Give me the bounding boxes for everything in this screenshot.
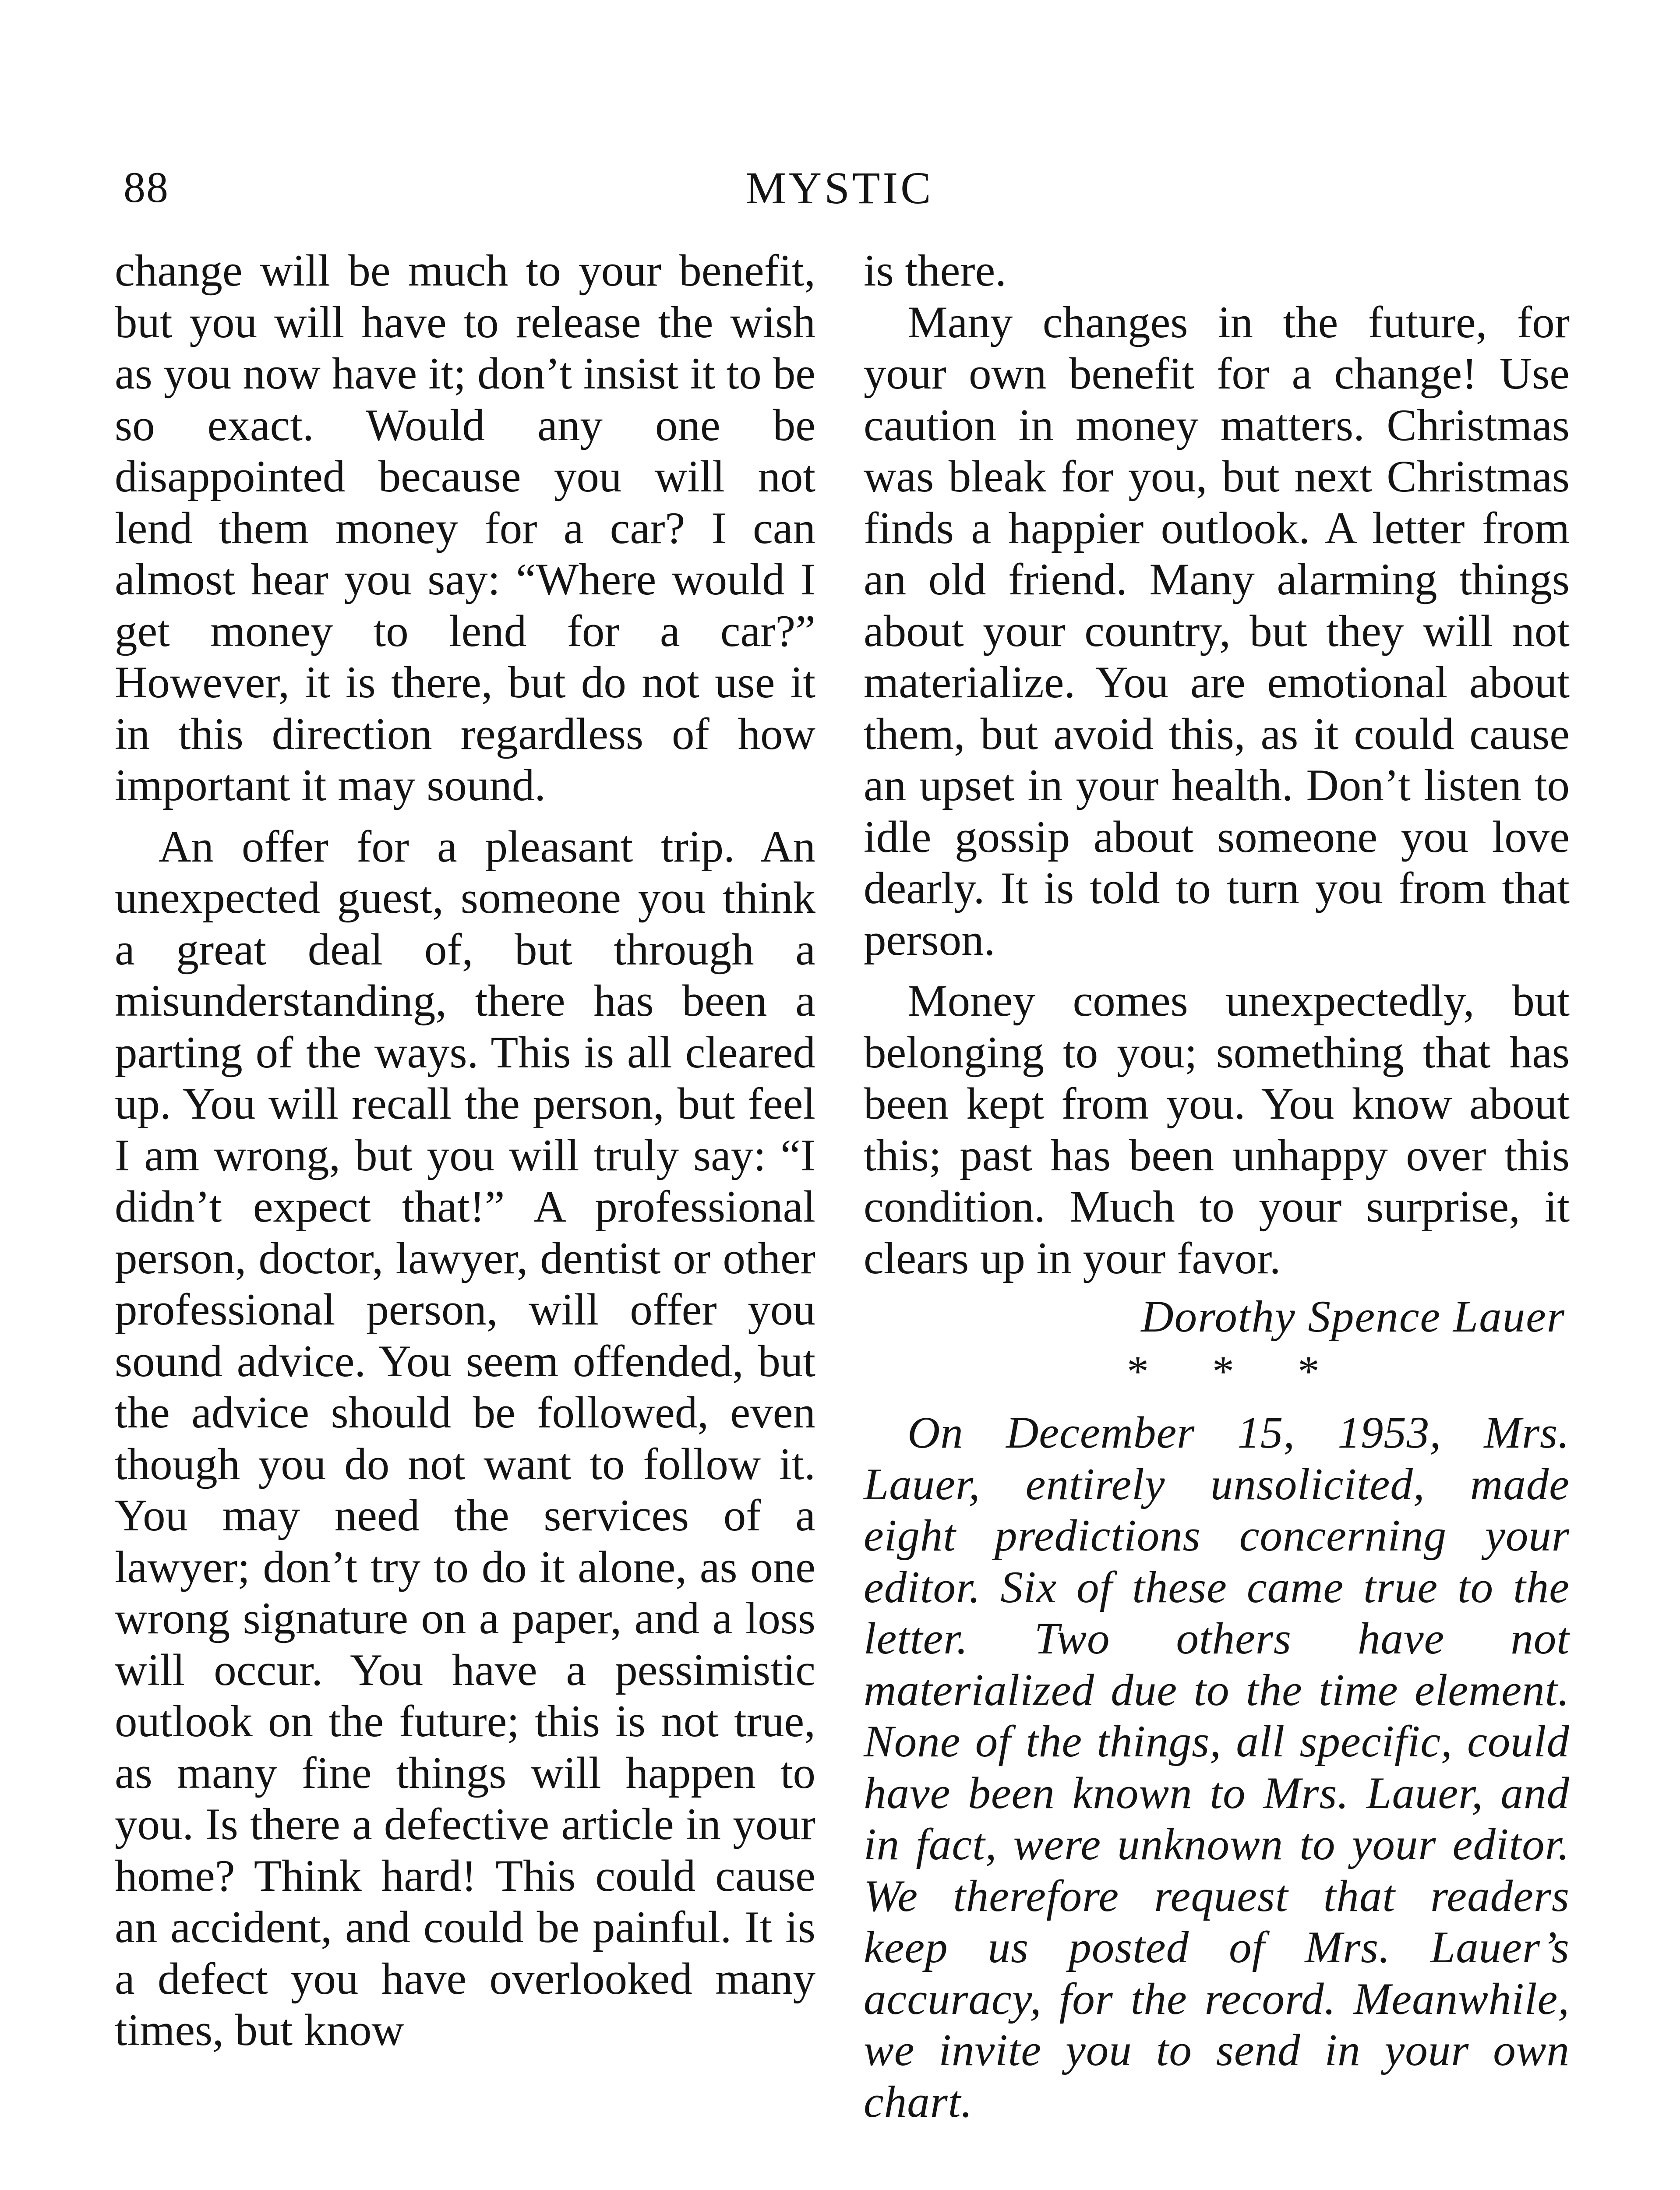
editor-note: On December 15, 1953, Mrs. Lauer, entirely unsolicited, made eight predictions concerning your editor. Six of these came true to the letter. Two others have not materialized due to the time element. None of the things, all specific, could have been known to Mrs. Lauer, and in fact, were unknown to your editor. We therefore request that readers keep us posted of Mrs. Lauer’s accuracy, for the record. Meanwhile, we invite you to send in your own chart. bbox=[864, 1408, 1570, 2127]
section-asterisms: * * * bbox=[1127, 1346, 1346, 1395]
left-paragraph-2: An offer for a pleasant trip. An unexpected guest, someone you think a great deal of, but through a misunderstanding, there has been a parting of the ways. This is all cleared up. You will recall the person, but feel I am wrong, but you will truly say: “I didn’t expect that!” A professional person, doctor, lawyer, dentist or other professional person, will offer you sound advice. You seem offended, but the advice should be followed, even though you do not want to follow it. You may need the services of a lawyer; don’t try to do it alone, as one wrong signature on a paper, and a loss will occur. You have a pessimistic outlook on the future; this is not true, as many fine things will happen to you. Is there a defective article in your home? Think hard! This could cause an accident, and could be painful. It is a defect you have overlooked many times, but know bbox=[115, 821, 815, 2055]
page-header bbox=[115, 158, 1564, 223]
right-paragraph-3: Money comes unexpectedly, but belonging to you; something that has been kept from you. You know about this; past has been unhappy over this condition. Much to your surprise, it clears up in your favor. bbox=[864, 976, 1570, 1283]
right-paragraph-1: is there. bbox=[864, 246, 1007, 296]
left-paragraph-1: change will be much to your benefit, but you will have to release the wish as you now have it; don’t insist it to be so exact. Would any one be disappointed because you will not lend them money for a car? I can almost hear you say: “Where would I get money to lend for a car?” However, it is there, but do not use it in this direction regardless of how important it may sound. bbox=[115, 246, 815, 810]
page-number: 88 bbox=[124, 163, 169, 212]
right-column bbox=[864, 245, 1570, 2128]
running-title: MYSTIC bbox=[745, 163, 934, 213]
author-signature: Dorothy Spence Lauer bbox=[1141, 1292, 1565, 1342]
left-column bbox=[115, 245, 815, 2056]
right-paragraph-2: Many changes in the future, for your own benefit for a change! Use caution in money matters. Christmas was bleak for you, but next Christmas finds a happier outlook. A letter from an old friend. Many alarming things about your country, but they will not materialize. You are emotional about them, but avoid this, as it could cause an upset in your health. Don’t listen to idle gossip about someone you love dearly. It is told to turn you from that person. bbox=[864, 297, 1570, 965]
